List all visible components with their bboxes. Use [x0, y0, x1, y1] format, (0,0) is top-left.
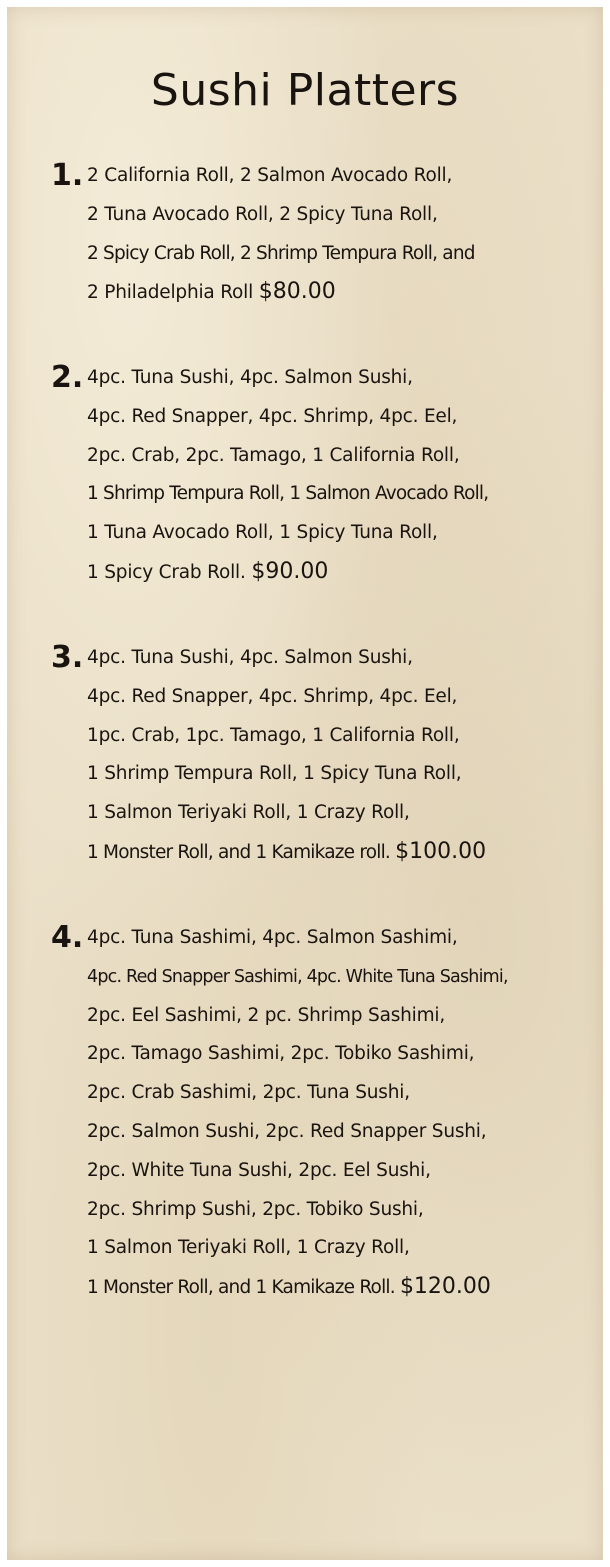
- platter-description: [87, 639, 602, 873]
- platter-price: $80.00: [258, 279, 336, 305]
- platter-line: 4pc. Tuna Sashimi, 4pc. Salmon Sashimi,: [87, 927, 458, 948]
- platter-line: 1 Shrimp Tempura Roll, 1 Salmon Avocado Roll,: [87, 483, 489, 505]
- platter-price: $90.00: [251, 558, 329, 584]
- platter-line: 2pc. Shrimp Sushi, 2pc. Tobiko Sushi,: [87, 1198, 424, 1220]
- menu-title: Sushi Platters: [150, 65, 460, 116]
- platter-line: 2pc. Crab Sashimi, 2pc. Tuna Sushi,: [87, 1082, 410, 1104]
- platter-line: 4pc. Red Snapper, 4pc. Shrimp, 4pc. Eel,: [87, 405, 458, 427]
- platter-number: 3.: [51, 640, 84, 675]
- platter-line: 1 Shrimp Tempura Roll, 1 Spicy Tuna Roll,: [87, 763, 462, 785]
- platter-line: 2pc. Crab, 2pc. Tamago, 1 California Roll,: [87, 444, 460, 466]
- platter-description: [87, 157, 602, 313]
- platter-line: 1pc. Crab, 1pc. Tamago, 1 California Roll,: [87, 724, 460, 746]
- platter-line: 4pc. Red Snapper Sashimi, 4pc. White Tuna Sashimi,: [87, 966, 508, 987]
- platter-line-text: 1 Monster Roll, and 1 Kamikaze roll.: [87, 841, 391, 863]
- platter-number: 4.: [51, 920, 84, 955]
- platter-line: 2pc. Salmon Sushi, 2pc. Red Snapper Sushi,: [87, 1120, 487, 1142]
- platter-description: [87, 919, 602, 1308]
- platter-line: 4pc. Red Snapper, 4pc. Shrimp, 4pc. Eel,: [87, 685, 458, 707]
- platter-line: [87, 1268, 602, 1308]
- platter-line: 1 Tuna Avocado Roll, 1 Spicy Tuna Roll,: [87, 522, 438, 544]
- platter-line: 2 Tuna Avocado Roll, 2 Spicy Tuna Roll,: [87, 203, 438, 225]
- platter-line: 2pc. Eel Sashimi, 2 pc. Shrimp Sashimi,: [87, 1004, 446, 1026]
- menu-page: [7, 7, 603, 1560]
- platter-line-text: 2 Philadelphia Roll: [87, 282, 254, 304]
- platter-number: 2.: [51, 360, 84, 395]
- platter-description: [87, 359, 602, 593]
- platter-line: [87, 273, 602, 313]
- platter-number: 1.: [51, 158, 84, 193]
- platter-line: 1 Salmon Teriyaki Roll, 1 Crazy Roll,: [87, 1237, 410, 1259]
- platter-line: 4pc. Tuna Sushi, 4pc. Salmon Sushi,: [87, 367, 413, 388]
- platter-line-text: 1 Spicy Crab Roll.: [87, 561, 246, 583]
- platter-line: 2pc. White Tuna Sushi, 2pc. Eel Sushi,: [87, 1159, 431, 1181]
- platter-line-text: 1 Monster Roll, and 1 Kamikaze Roll.: [87, 1277, 395, 1299]
- platter-line: 1 Salmon Teriyaki Roll, 1 Crazy Roll,: [87, 802, 410, 824]
- platter-price: $120.00: [399, 1274, 491, 1300]
- platter-line: 2 California Roll, 2 Salmon Avocado Roll,: [87, 165, 453, 186]
- platter-line: [87, 553, 602, 593]
- platter-price: $100.00: [395, 838, 487, 864]
- platter-line: 2 Spicy Crab Roll, 2 Shrimp Tempura Roll, and: [87, 242, 475, 264]
- platter-line: 2pc. Tamago Sashimi, 2pc. Tobiko Sashimi,: [87, 1043, 475, 1065]
- platter-line: [87, 833, 602, 873]
- platter-line: 4pc. Tuna Sushi, 4pc. Salmon Sushi,: [87, 647, 413, 668]
